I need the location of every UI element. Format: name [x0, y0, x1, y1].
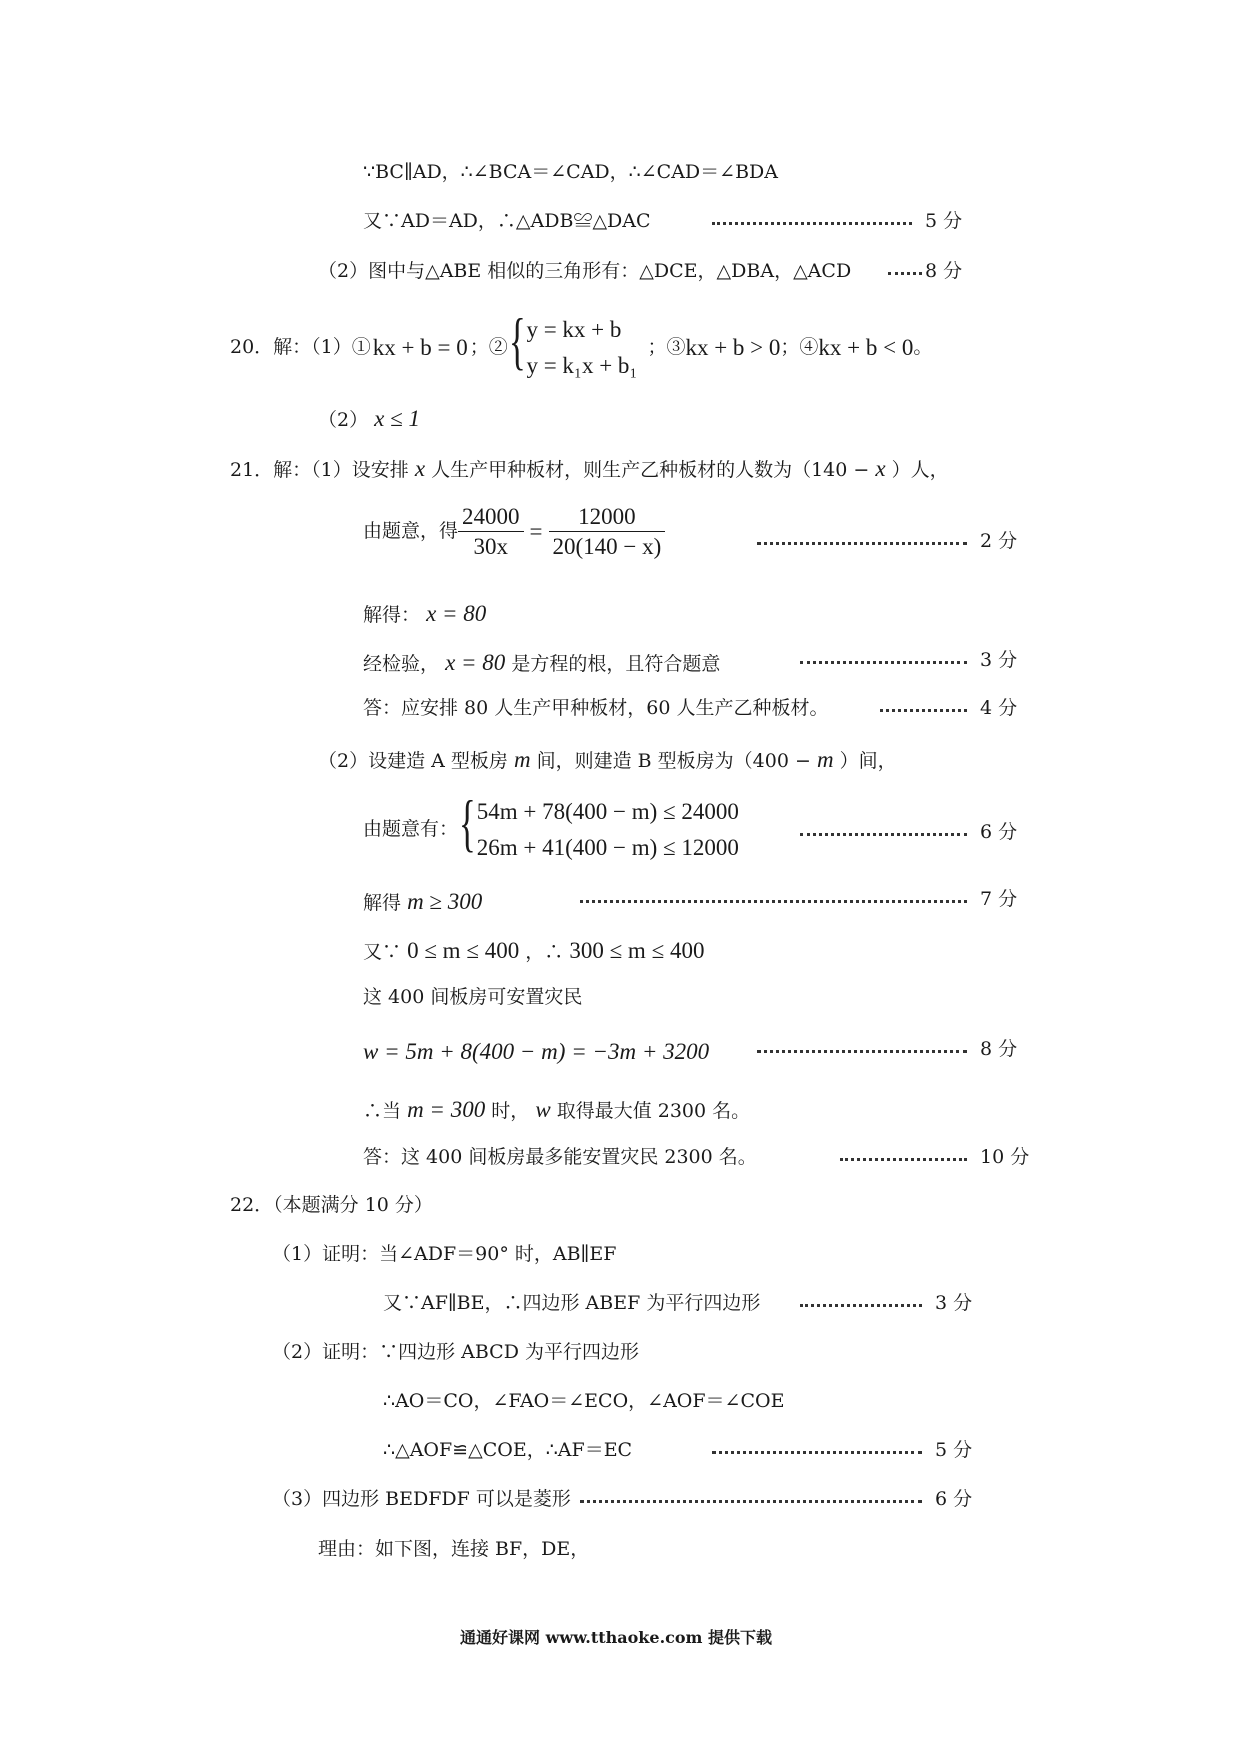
score: 6 分: [980, 821, 1018, 843]
q21-sys-prefix: 由题意有：: [363, 818, 459, 841]
q20-sep: ；②: [469, 336, 508, 359]
q21-answer2: 答：这 400 间板房最多能安置灾民 2300 名。: [363, 1146, 757, 1168]
q21-system: [477, 794, 739, 865]
q21-check-suffix: 是方程的根，且符合题意: [511, 653, 721, 675]
q21-max: [363, 1098, 750, 1121]
q21-max-expr: m = 300: [407, 1097, 486, 1122]
var-x: x: [875, 456, 886, 481]
q20-system: [526, 312, 637, 383]
q21-ineq1: 54m + 78(400 − m) ≤ 24000: [476, 799, 739, 824]
var-w: w: [535, 1097, 551, 1122]
q21-ineq2: 26m + 41(400 − m) ≤ 12000: [476, 834, 739, 860]
q19-part2: （2）图中与△ABE 相似的三角形有：△DCE，△DBA，△ACD: [318, 260, 852, 282]
leader-dots: [880, 709, 967, 712]
q22-p3b: 理由：如下图，连接 BF，DE，: [318, 1538, 590, 1560]
leader-dots: [888, 272, 922, 275]
q21-range2: 300 ≤ m ≤ 400: [569, 938, 705, 963]
q20-eq1: kx + b = 0: [372, 335, 468, 361]
q22-p1: （1）证明：当∠ADF＝90° 时，AB∥EF: [272, 1243, 617, 1265]
fraction-1-num: 24000: [458, 505, 524, 532]
q21-inequality-system: [363, 786, 739, 865]
q21-part2-b: 间，则建造 B 型板房为（400 −: [536, 750, 811, 772]
q22-p2b: ∴AO＝CO，∠FAO＝∠ECO，∠AOF＝∠COE: [383, 1390, 785, 1412]
q21-part2: [318, 748, 897, 771]
q20-sys-line1: y = kx + b: [526, 317, 622, 342]
q21-answer1: 答：应安排 80 人生产甲种板材，60 人生产乙种板材。: [363, 697, 829, 719]
var-m: m: [513, 747, 531, 772]
q22-p2c: ∴△AOF≌△COE，∴AF＝EC: [383, 1439, 633, 1461]
fraction-2-num: 12000: [549, 505, 666, 532]
q20-label: 20．解：（1）①: [230, 336, 371, 359]
left-brace: {: [458, 786, 476, 858]
leader-dots: [800, 1304, 922, 1307]
q21-solve: [363, 602, 486, 625]
leader-dots: [800, 661, 967, 664]
q19-line2: 又∵AD＝AD，∴△ADB≌△DAC: [363, 210, 651, 232]
leader-dots: [757, 542, 967, 545]
q22-p3: （3）四边形 BEDFDF 可以是菱形: [272, 1488, 571, 1510]
q21-label: 21．解：（1）设安排: [230, 459, 409, 481]
leader-dots: [580, 900, 967, 903]
score: 3 分: [980, 649, 1018, 671]
q20-line: [230, 304, 933, 383]
q21-solve-expr: x = 80: [426, 601, 487, 626]
q22-title: 22．（本题满分 10 分）: [230, 1194, 433, 1216]
q21-range: [363, 939, 704, 962]
leader-dots: [712, 1451, 922, 1454]
q21-check-prefix: 经检验，: [363, 653, 440, 675]
q22-p1b: 又∵AF∥BE，∴四边形 ABEF 为平行四边形: [383, 1292, 761, 1314]
equals-sign: =: [529, 519, 543, 544]
q21-eq-prefix: 由题意，得: [363, 520, 459, 542]
left-brace: {: [508, 304, 526, 376]
q19-line1: ∵BC∥AD，∴∠BCA＝∠CAD，∴∠CAD＝∠BDA: [363, 161, 779, 183]
q20-sep: ；④: [780, 336, 819, 359]
q21-text1: 人生产甲种板材，则生产乙种板材的人数为（140 −: [431, 459, 870, 481]
q21-solve-label: 解得：: [363, 604, 421, 626]
q21-solve2-expr: m ≥ 300: [407, 889, 483, 914]
q21-max-suffix: 取得最大值 2300 名。: [556, 1100, 751, 1122]
page-footer: 通通好课网 www.tthaoke.com 提供下载: [460, 1628, 773, 1647]
score: 8 分: [925, 260, 963, 282]
q20-part2-label: （2）: [318, 409, 369, 431]
q21-resettle-line: 这 400 间板房可安置灾民: [363, 986, 583, 1008]
q21-range1: 0 ≤ m ≤ 400: [407, 938, 520, 963]
score: 4 分: [980, 697, 1018, 719]
fraction-1: [458, 505, 524, 558]
q21-part2-c: ）间，: [839, 750, 897, 772]
q21-solve2-prefix: 解得: [363, 892, 402, 914]
leader-dots: [757, 1050, 967, 1053]
q21-max-mid: 时，: [491, 1100, 530, 1122]
q21-check: [363, 651, 720, 674]
q21-range-prefix: 又∵: [363, 941, 402, 963]
score: 8 分: [980, 1038, 1018, 1060]
var-m: m: [816, 747, 834, 772]
fraction-2: [549, 505, 666, 558]
score: 2 分: [980, 530, 1018, 552]
q20-part2-expr: x ≤ 1: [374, 406, 420, 431]
score: 5 分: [925, 210, 963, 232]
var-x: x: [414, 456, 426, 481]
q20-eq4: kx + b < 0: [818, 335, 914, 361]
q20-eq3: kx + b > 0: [685, 335, 781, 361]
score: 3 分: [935, 1292, 973, 1314]
score: 5 分: [935, 1439, 973, 1461]
q20-sys-line2: y = k₁x + b₁: [526, 352, 638, 378]
q21-part2-a: （2）设建造 A 型板房: [318, 750, 508, 772]
fraction-2-den: 20(140 − x): [552, 534, 662, 559]
q21-range-mid: ，∴: [525, 941, 564, 963]
q21-check-expr: x = 80: [445, 650, 506, 675]
q21-w-formula: w = 5m + 8(400 − m) = −3m + 3200: [363, 1039, 710, 1064]
q21-line1: [230, 457, 949, 480]
fraction-1-den: 30x: [473, 534, 509, 559]
leader-dots: [712, 222, 912, 225]
q21-w-expr: [363, 1040, 709, 1063]
score: 10 分: [980, 1146, 1030, 1168]
leader-dots: [580, 1500, 922, 1503]
leader-dots: [800, 833, 967, 836]
q22-p2: （2）证明：∵四边形 ABCD 为平行四边形: [272, 1341, 639, 1363]
q21-equation: [363, 505, 665, 558]
score: 6 分: [935, 1488, 973, 1510]
score: 7 分: [980, 888, 1018, 910]
leader-dots: [840, 1158, 967, 1161]
q21-max-prefix: ∴当: [363, 1100, 402, 1122]
q20-part2: [318, 407, 420, 430]
q20-sep: ；③: [647, 336, 686, 359]
q21-solve2: [363, 890, 482, 913]
q20-end: 。: [913, 336, 933, 359]
q21-text1-end: ）人，: [891, 459, 949, 481]
